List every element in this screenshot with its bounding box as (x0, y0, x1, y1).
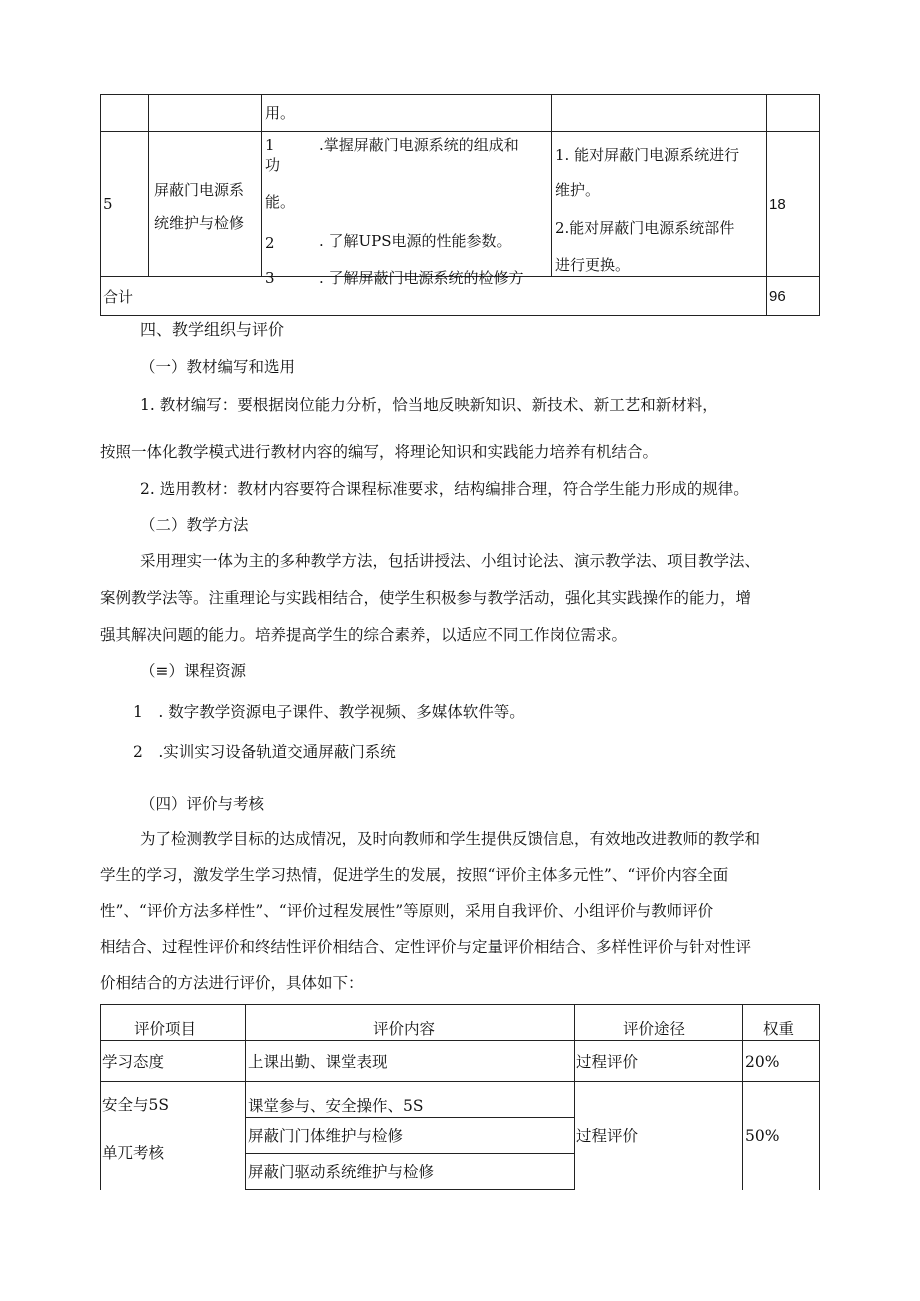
content-item-num: 2 (265, 234, 275, 252)
paragraph-line: 性”、“评价方法多样性”、“评价过程发展性”等原则，采用自我评价、小组评价与教师评价 (100, 902, 714, 920)
module-name-line1: 屏蔽门电源系 (154, 181, 245, 199)
eval-content: 上课出勤、课堂表现 (248, 1053, 388, 1071)
paragraph-line: 按照一体化教学模式进行教材内容的编写，将理论知识和实践能力培养有机结合。 (100, 443, 659, 461)
eval-item: 学习态度 (102, 1053, 165, 1071)
resource-item: 1 . 数字教学资源电子课件、教学视频、多媒体软件等。 (133, 703, 525, 721)
content-item-text: . 了解UPS电源的性能参数。 (319, 232, 512, 250)
skill-line: 2.能对屏蔽门电源系统部件 (555, 219, 735, 237)
subsection-title: （一）教材编写和选用 (140, 358, 296, 376)
content-item-cont: 能。 (265, 193, 296, 211)
paragraph-line: 学生的学习，激发学生学习热情，促进学生的发展，按照“评价主体多元性”、“评价内容全面 (100, 866, 729, 884)
prev-row-content-tail: 用。 (265, 104, 296, 122)
resource-item: 2 .实训实习设备轨道交通屏蔽门系统 (133, 743, 396, 761)
total-label: 合计 (103, 288, 134, 306)
total-hours: 96 (769, 288, 786, 305)
paragraph-line: 采用理实一体为主的多种教学方法，包括讲授法、小组讨论法、演示教学法、项目教学法、 (140, 552, 761, 570)
header-method: 评价途径 (623, 1020, 686, 1038)
subsection-title: （二）教学方法 (140, 516, 249, 534)
eval-item: 安全与5S (102, 1096, 169, 1114)
skill-line: 1. 能对屏蔽门电源系统进行 (555, 146, 740, 164)
eval-method: 过程评价 (576, 1053, 639, 1071)
eval-method-merged: 过程评价 (576, 1127, 639, 1145)
header-weight: 权重 (763, 1020, 795, 1038)
content-item-num: 1 (265, 136, 275, 154)
eval-weight: 20% (745, 1053, 780, 1071)
content-item-cont: 功 (265, 156, 281, 174)
content-item-text: .掌握屏蔽门电源系统的组成和 (319, 136, 519, 154)
paragraph-line: 案例教学法等。注重理论与实践相结合，使学生积极参与教学活动，强化其实践操作的能力，增 (100, 589, 752, 607)
module-name-line2: 统维护与检修 (154, 214, 245, 232)
eval-content: 课堂参与、安全操作、5S (248, 1097, 424, 1115)
eval-weight-merged: 50% (745, 1127, 780, 1145)
paragraph-line: 强其解决问题的能力。培养提高学生的综合素养，以适应不同工作岗位需求。 (100, 626, 628, 644)
paragraph-line: 2. 选用教材：教材内容要符合课程标准要求，结构编排合理，符合学生能力形成的规律。 (140, 480, 749, 498)
subsection-title: （≡）课程资源 (140, 662, 246, 680)
eval-content: 屏蔽门驱动系统维护与检修 (248, 1163, 435, 1181)
skill-line: 进行更换。 (555, 256, 631, 274)
header-item: 评价项目 (134, 1020, 197, 1038)
skill-line: 维护。 (555, 181, 601, 199)
paragraph-line: 相结合、过程性评价和终结性评价相结合、定性评价与定量评价相结合、多样性评价与针对性评 (100, 938, 752, 956)
paragraph-line: 1. 教材编写：要根据岗位能力分析，恰当地反映新知识、新技术、新工艺和新材料， (140, 396, 718, 414)
section-heading: 四、教学组织与评价 (140, 320, 285, 339)
header-content: 评价内容 (373, 1020, 436, 1038)
paragraph-line: 为了检测教学目标的达成情况，及时向教师和学生提供反馈信息，有效地改进教师的教学和 (140, 830, 761, 848)
content-item-text: . 了解屏蔽门电源系统的检修方 (319, 269, 524, 287)
subsection-title: （四）评价与考核 (140, 795, 265, 813)
content-item-num: 3 (265, 269, 275, 287)
row-hours: 18 (769, 196, 786, 213)
eval-item: 单兀考核 (102, 1144, 165, 1162)
row-index: 5 (103, 195, 113, 213)
content-cell (262, 132, 550, 287)
eval-content: 屏蔽门门体维护与检修 (248, 1127, 404, 1145)
paragraph-line: 价相结合的方法进行评价，具体如下： (100, 974, 364, 992)
skills-cell (552, 132, 765, 275)
